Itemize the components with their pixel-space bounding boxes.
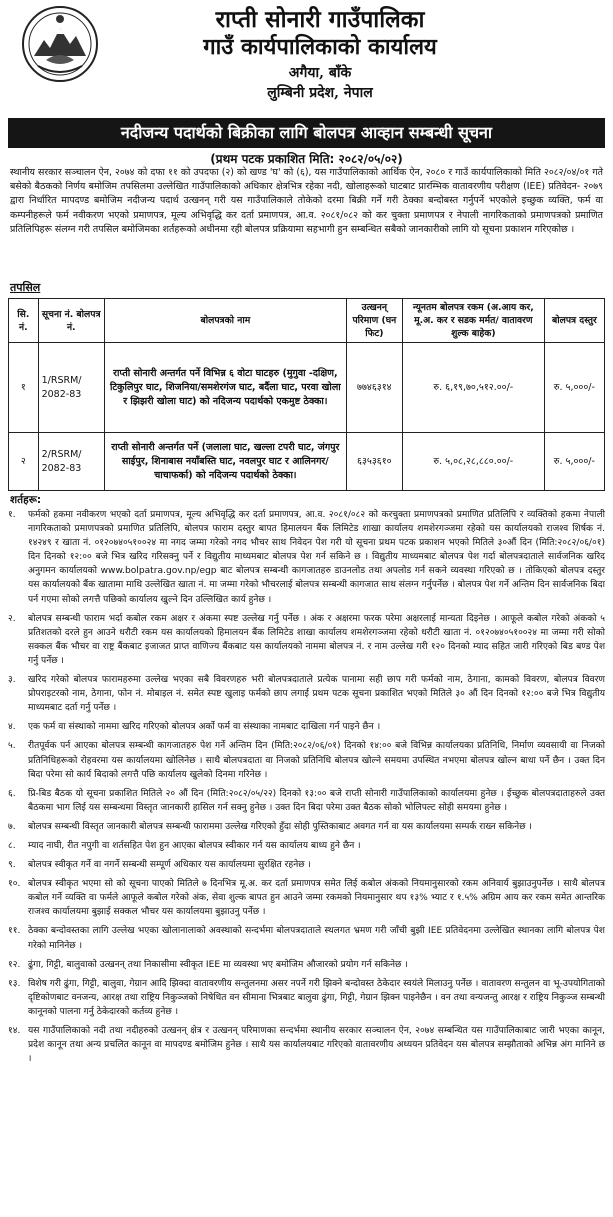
term-text: खरिद गरेको बोलपत्र फारामहरुमा उल्लेख भएका सबै विवरणहरु भरी बोलपत्रदाताले प्रत्येक पानामा सही छाप गरी फर्मको नाम, ठेगाना, कामको विवरण, बोलपत्र विवरण प्रोपराइटरको नाम, ठेगाना, फोन नं. मोबाइल नं. समेत स्पष्ट खुलाइ फर्मको छाप लगाई प्रथम पटक सूचना प्रकाशित भएको मितिले ३० औं दिन दिनको १२:०० बजे भित्र विद्युतीय माध्यमबाट दर्ता गर्नु पर्नेछ । (28, 675, 605, 714)
cell-volume: ६३५३६१० (346, 433, 402, 491)
term-number: ७. (8, 821, 16, 832)
list-item (8, 820, 605, 839)
term-text: ठेक्का बन्दोवस्तका लागि उल्लेख भएका खोलानालाको अवस्थाको सन्दर्भमा बोलपत्रदाताले स्थलगत भ्रमण गरी जाँची बुझी IEE प्रतिवेदनमा उल्लेखित स्थानका लागि बोलपत्र पेश गरेको मानिनेछ । (28, 926, 605, 951)
term-number: ३. (8, 675, 16, 686)
list-item (8, 720, 605, 739)
term-text: फर्मको हकमा नवीकरण भएको दर्ता प्रमाणपत्र, मूल्य अभिवृद्धि कर दर्ता प्रमाणपत्र, आ.व. २०८१/०८२ को करचुक्ता प्रमाणपत्रको प्रमाणित प्रतिलिपि र व्यक्तिको हकमा नेपाली नागरिकताको प्रमाणपत्रको प्रमाणित प्रतिलिपि, बोलपत्र फाराम दस्तुर बापत हिमालयन बैंक लिमिटेड शाखा कार्यालय शमशेरगञ्जमा रहेको यस कार्यालयको राजश्व शिर्षक नं. १४२४९ र खाता नं. ०१२०७४०५१००२४ मा नगद जम्मा गरेको नगद भौचर साथ निवेदन पेश गरी यो सूचना प्रथम पटक प्रकाशन भएको मितिले ३०औं दिन (मिति:२०८२/०६/०१) दिन दिनको १२:०० बजे भित्र खरिद गरिसक्नु पर्ने र विद्युतीय माध्यमबाट बोलपत्र पेश गर्न सकिने छ । विद्युतीय माध्यमबाट बोलपत्र पेश गर्दा बोलपत्रदाताले सार्वजनिक खरिद अनुगमन कार्यालयको www.bolpatra.gov.np/egp बाट बोलपत्र सम्बन्धी कागजातहरु डाउनलोड तथा अपलोड गर्न सकने व्यवस्था गरिएको छ । तोकिएको बोलपत्र दस्तुर यस कार्यालयको बैंक खातामा माथि उल्लेखित खाता नं. मा जम्मा गरेको भौचरलाई बोलपत्र सम्बन्धी कागजात साथ संलग्न गर्नुपर्नेछ । बोलपत्र पेश गर्ने अन्तिम दिन सार्वजनिक बिदा पर्न गएमा सोको लगत्तै पछिको कार्यालय खुल्ने दिन उल्लिखित कार्य हुनेछ । (28, 510, 605, 605)
list-item (8, 877, 605, 924)
list-item (8, 924, 605, 957)
cell-sn: १ (9, 343, 39, 433)
table-row (9, 343, 605, 433)
col-header-fee: बोलपत्र दस्तुर (544, 299, 604, 343)
col-header-bid-name: बोलपत्रको नाम (104, 299, 346, 343)
cell-min-amount: रु. ५,०८,२८,८८०.००/- (402, 433, 544, 491)
letterhead (0, 0, 613, 118)
term-text: विशेष गरी ढुंगा, गिट्टी, बालुवा, गेग्रान आदि झिक्दा वातावरणीय सन्तुलनमा असर नपर्ने गरी झिक्ने बन्दोवस्त ठेकेदार स्वयंले मिलाउनु पर्नेछ । वातावरण सन्तुलन वा भू-उपयोगिताको दृष्टिकोणबाट वनजन्य, आरक्ष तथा राष्ट्रिय निकुञ्जको निषेधित वन सीमाना भित्रबाट बालुवा ढुंगा, गिट्टी, गेग्रान झिक्न पाइनेछैन । वन तथा वन्यजन्तु आरक्ष र राष्ट्रिय निकुञ्ज सम्बन्धी कानूनको पालना गर्नु ठेकेदारको कर्तव्य हुनेछ । (28, 978, 605, 1017)
term-number: १३. (8, 978, 21, 989)
term-number: ४. (8, 722, 16, 733)
term-text: बोलपत्र सम्बन्धी विस्तृत जानकारी बोलपत्र सम्बन्धी फाराममा उल्लेख गरिएको हुँदा सोही पुस्तिकाबाट अवगत गर्न वा यस कार्यालयमा सम्पर्क राख्न सकिनेछ । (28, 821, 532, 832)
term-number: ११. (8, 926, 21, 937)
term-number: १२. (8, 959, 21, 970)
term-number: १०. (8, 879, 21, 890)
cell-sn: २ (9, 433, 39, 491)
list-item (8, 977, 605, 1024)
term-number: ५. (8, 741, 16, 752)
term-number: २. (8, 613, 16, 624)
municipality-name: राप्ती सोनारी गाउँपालिका (215, 6, 425, 33)
bid-table (8, 298, 605, 491)
term-text: एक फर्म वा संस्थाको नाममा खरिद गरिएको बोलपत्र अर्को फर्म वा संस्थाका नामबाट दाखिला गर्न पाइने छैन । (28, 722, 381, 733)
term-text: ढुंगा, गिट्टी, बालुवाको उत्खनन् तथा निकासीमा स्वीकृत IEE मा व्यवस्था भए बमोजिम औजारको प्रयोग गर्न सकिनेछ । (28, 959, 408, 970)
term-text: प्रि-बिड बैठक यो सूचना प्रकाशित मितिले २० औं दिन (मिति:२०८२/०५/२२) दिनको १३:०० बजे राप्ती सोनारी गाउँपालिकाको कार्यालयमा हुनेछ । ईच्छुक बोलपत्रदाताहरुले उक्त बैठकमा भाग लिई यस सम्बन्धमा विस्तृत जानकारी हासिल गर्न सक्नु हुनेछ । उक्त दिन बिदा परेमा उक्त बैठक सोको भोलिपल्ट सोही समयमा हुनेछ । (28, 788, 605, 813)
col-header-notice-no: सूचना नं. बोलपत्र नं. (38, 299, 104, 343)
cell-notice-no: 1/RSRM/ 2082-83 (38, 343, 104, 433)
conditions-label: शर्तहरू: (10, 494, 42, 506)
col-header-min-amount: न्यूनतम बोलपत्र रकम (अ.आय कर, मू.अ. कर र सडक मर्मत/ वातावरण शुल्क बाहेक) (402, 299, 544, 343)
list-item (8, 612, 605, 673)
cell-volume: ७७४६३१४ (346, 343, 402, 433)
term-number: ९. (8, 860, 16, 871)
nepal-emblem-icon (20, 4, 100, 84)
list-item (8, 508, 605, 612)
cell-min-amount: रु. ६,१९,७०,५१२.००/- (402, 343, 544, 433)
term-text: बोलपत्र सम्बन्धी फाराम भर्दा कबोल रकम अक्षर र अंकमा स्पष्ट उल्लेख गर्नु पर्नेछ । अंक र अक्षरमा फरक परेमा अक्षरलाई मान्यता दिइनेछ । आफूले कबोल गरेको अंकको ५ प्रतिशतको दरले हुन आउने धरौटी रकम यस कार्यालयको हिमालयन बैंक लिमिटेड शाखा कार्यालय शमशेरगञ्जमा रहेको धरौटी खाता नं. ०१२०७४०५१००२४ मा जम्मा गरी सोको सक्कल बैंक भौचर वा राष्ट्र बैंकबाट इजाजत प्राप्त वाणिज्य बैंकबाट यस कार्यालयको नाममा बोलपत्र नं. र नाम उल्लेख गरी १२० दिनको म्याद सहित जारी गरिएको बिड बण्ड पेश गर्नु पर्नेछ । (28, 613, 605, 666)
cell-bid-name: राप्ती सोनारी अन्तर्गत पर्ने (जलाला घाट, खल्ला टपरी घाट, जंगपुर साईपुर, शिनाबास नयाँबस्ति घाट, नवलपुर घाट र आलिनगर/ चाचाफर्का) को नदिजन्य पदार्थको ठेक्का। (104, 433, 346, 491)
term-number: १. (8, 510, 16, 520)
list-item (8, 673, 605, 720)
tapsil-label: तपसिल (10, 281, 41, 294)
term-text: बोलपत्र स्वीकृत भएमा सो को सूचना पाएको मितिले ७ दिनभित्र मू.अ. कर दर्ता प्रमाणपत्र समेत लिई कबोल अंकको नियमानुसारको रकम अनिवार्य बुझाउनुपर्नेछ । साथै बोलपत्र कबोल गर्ने व्यक्ति वा फर्मले आफूले कबोल गरेको अंक, सेवा शुल्क बापत हुन आउने जम्मा रकमको नियमानुसार थप १३% भ्याट र १.५% अग्रिम आय कर रकम समेत आन्तरिक राजश्व कार्यालयमा बुझाई सक्कल भौचर यस कार्यालयमा बुझाउनु पर्नेछ । (28, 879, 605, 918)
intro-paragraph: स्थानीय सरकार सञ्चालन ऐन, २०७४ को दफा ११ को उपदफा (२) को खण्ड 'घ' को (६), यस गाउँपालिकाको आर्थिक ऐन, २०८० र गाउँ कार्यपालिकाको मिति २०८२/०४/०१ गते बसेको बैठकको निर्णय बमोजिम तपसिलमा उल्लेखित गाउँपालिकाको अधिकार क्षेत्रभित्र रहेका नदी, खोलाहरूको घाटबाट प्रारम्भिक वातावरणीय परीक्षण (IEE) प्रतिवेदन- २०७९ द्वारा निर्धारित मापदण्ड बमोजिम नदीजन्य पदार्थ उत्खनन् गरी यस गाउँपालिकाले तोकेको दरमा बिक्री गर्ने गरी ठेक्का बन्दोबस्त गर्नुपर्ने भएकोले इच्छुक व्यक्ति, फर्म वा कम्पनीहरूले फर्म नवीकरण भएको प्रमाणपत्र, मूल्य अभिवृद्धि कर दर्ता प्रमाणपत्र, आ.व. २०८१/०८२ को कर चुक्ता प्रमाणपत्र र नेपाली नागरिकताको प्रमाणपत्रको प्रमाणित प्रतिलिपिहरू संलग्न गरी तपसिल बमोजिमका शर्तहरूको अधीनमा रही बोलपत्र प्रक्रियामा सहभागी हुन सम्बन्धित सबैको जानकारीको लागि यो सूचना प्रकाशन गरिएकोछ । (10, 167, 603, 235)
term-text: यस गाउँपालिकाको नदी तथा नदीहरुको उत्खनन् क्षेत्र र उत्खनन् परिमाणका सन्दर्भमा स्थानीय सरकार सञ्चालन ऐन, २०७४ सम्बन्धित यस गाउँपालिकाबाट जारी भएका कानून, प्रदेश कानून तथा अन्य प्रचलित कानून वा मापदण्ड बमोजिम हुनेछ । साथै यस कार्यालयबाट गरिएको वातावरणीय अध्ययन प्रतिवेदन यस बोलपत्र सम्झौताको अभिन्न अंग मानिने छ । (28, 1026, 605, 1065)
cell-bid-name: राप्ती सोनारी अन्तर्गत पर्ने विभिन्न ६ वोटा घाटहरु (मुगुवा -दक्षिण, टिकुलिपुर घाट, शिजनिया/समशेरगंज घाट, बर्दैला घाट, परवा खोला र झिझरी खोला घाट) को नदिजन्य पदार्थको एकमुष्ट ठेक्का। (104, 343, 346, 433)
province-line: लुम्बिनी प्रदेश, नेपाल (267, 85, 373, 101)
col-header-sn: सि. नं. (9, 299, 39, 343)
term-number: ६. (8, 788, 16, 799)
table-row (9, 433, 605, 491)
notice-title: नदीजन्य पदार्थको बिक्रीका लागि बोलपत्र आव्हान सम्बन्धी सूचना (8, 118, 605, 148)
term-number: ८. (8, 840, 16, 851)
cell-fee: रु. ५,०००/- (544, 343, 604, 433)
list-item (8, 787, 605, 820)
list-item (8, 858, 605, 877)
office-address: अगैया, बाँके (288, 65, 352, 81)
table-header-row (9, 299, 605, 343)
office-name: गाउँ कार्यपालिकाको कार्यालय (203, 34, 437, 60)
term-text: रीतपूर्वक पर्न आएका बोलपत्र सम्बन्धी कागजातहरु पेश गर्ने अन्तिम दिन (मिति:२०८२/०६/०१) दिनको १४:०० बजे विभिन्न कार्यालयका प्रतिनिधि, निर्माण व्यवसायी वा निजको प्रतिनिधिहरूको रोहवरमा यस कार्यालयमा खोलिनेछ । साथै बोलपत्रदाता वा निजको प्रतिनिधि बोलपत्र खोल्ने समयमा उपस्थित नभएमा बोलपत्र खोल्न बाधा पर्ने छैन । उक्त दिन बिदा परेमा सो कार्य बिदाको लगत्तै पछि कार्यालय खुलेको दिनमा गरिनेछ । (28, 741, 605, 780)
col-header-volume: उत्खनन् परिमाण (घन फिट) (346, 299, 402, 343)
list-item (8, 839, 605, 858)
cell-fee: रु. ५,०००/- (544, 433, 604, 491)
cell-notice-no: 2/RSRM/ 2082-83 (38, 433, 104, 491)
list-item (8, 958, 605, 977)
term-text: बोलपत्र स्वीकृत गर्ने वा नगर्ने सम्बन्धी सम्पूर्ण अधिकार यस कार्यालयमा सुरक्षित रहनेछ । (28, 860, 311, 871)
term-text: म्याद नाघी, रीत नपुगी वा शर्तसहित पेश हुन आएका बोलपत्र स्वीकार गर्न यस कार्यालय बाध्य हुने छैन । (28, 840, 361, 851)
conditions-list (8, 508, 605, 1071)
list-item (8, 739, 605, 786)
list-item (8, 1024, 605, 1071)
publication-date: (प्रथम पटक प्रकाशित मिति: २०८२/०५/०२) (210, 152, 403, 166)
term-number: १४. (8, 1026, 21, 1036)
